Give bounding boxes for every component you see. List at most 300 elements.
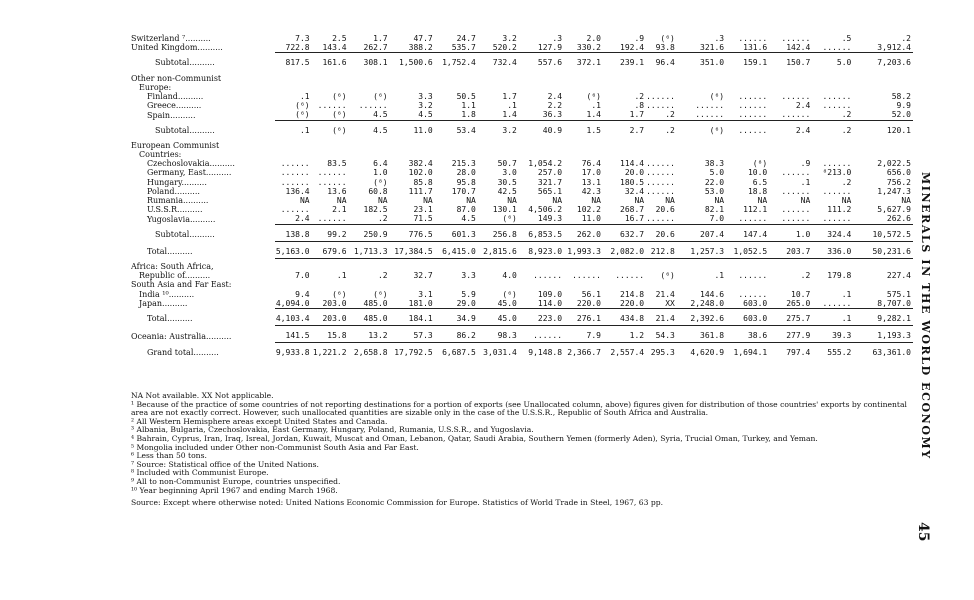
- table-cell: 372.1: [576, 58, 601, 68]
- table-cell: 239.1: [620, 58, 645, 68]
- table-cell: .2: [377, 271, 388, 281]
- table-cell: [519, 74, 564, 83]
- table-total-row: [131, 245, 913, 259]
- table-cell: 268.7: [620, 205, 645, 215]
- table-cell: ......: [646, 168, 675, 178]
- table-cell: 1.7: [373, 34, 388, 43]
- table-cell: ......: [317, 177, 347, 187]
- running-head: MINERALS IN THE WORLD ECONOMY: [919, 172, 932, 460]
- table-cell: ......: [822, 214, 852, 224]
- table-cell: 150.7: [786, 58, 811, 68]
- table-cell: [519, 141, 564, 150]
- footnotes: [131, 392, 913, 508]
- table-cell: .2: [841, 110, 852, 120]
- table-cell: NA: [634, 196, 645, 206]
- table-cell: 212.8: [650, 246, 675, 256]
- table-cell: 17,792.5: [394, 348, 433, 358]
- table-cell: 485.0: [363, 314, 388, 324]
- table-cell: 130.1: [492, 205, 517, 215]
- table-cell: 96.4: [655, 58, 675, 68]
- table-cell: 109.0: [537, 289, 563, 299]
- row-label: Germany, East..........: [147, 168, 232, 178]
- table-cell: .8: [634, 101, 645, 111]
- table-cell: NA: [507, 196, 517, 206]
- table-cell: [853, 141, 913, 150]
- table-cell: [519, 262, 564, 271]
- table-cell: 1,694.1: [733, 348, 768, 358]
- table-cell: 83.5: [327, 159, 347, 169]
- row-label: Other non-Communist: [131, 73, 222, 83]
- table-cell: ......: [781, 34, 811, 43]
- table-cell: 30.5: [497, 177, 517, 187]
- table-cell: 361.8: [700, 331, 725, 341]
- table-cell: 52.0: [891, 110, 911, 120]
- table-cell: 50,231.6: [872, 246, 911, 256]
- table-cell: 4,620.9: [690, 348, 725, 358]
- table-cell: [769, 262, 812, 271]
- table-cell: 40.9: [542, 125, 563, 135]
- table-cell: 250.9: [363, 229, 388, 239]
- table-cell: 138.8: [285, 229, 310, 239]
- table-row: [131, 271, 913, 280]
- table-cell: [812, 74, 853, 83]
- table-cell: ......: [738, 289, 768, 299]
- table-cell: 4.5: [461, 214, 476, 224]
- table-cell: 50.7: [497, 159, 517, 169]
- table-cell: ......: [822, 101, 852, 111]
- table-cell: 57.3: [413, 331, 433, 341]
- row-label: Oceania: Australia..........: [131, 331, 232, 341]
- table-cell: [603, 262, 646, 271]
- table-cell: NA: [552, 196, 563, 206]
- table-cell: 1.0: [373, 168, 388, 178]
- row-label: United Kingdom..........: [131, 43, 223, 53]
- row-label: Republic of..........: [139, 271, 211, 281]
- table-cell: [349, 150, 390, 159]
- table-cell: 63,361.0: [872, 348, 911, 358]
- table-cell: ......: [781, 92, 811, 102]
- table-cell: [677, 262, 726, 271]
- table-cell: ......: [646, 92, 675, 102]
- table-cell: 203.0: [322, 298, 347, 308]
- table-cell: .1: [841, 289, 852, 299]
- table-row: [131, 280, 913, 289]
- row-label: Rumania..........: [147, 196, 209, 206]
- table-cell: [349, 280, 390, 289]
- table-cell: 4.5: [373, 125, 388, 135]
- row-label: Yugoslavia..........: [147, 214, 216, 224]
- table-cell: ......: [317, 168, 347, 178]
- table-cell: 99.2: [327, 229, 347, 239]
- table-cell: 2,022.5: [877, 159, 911, 169]
- table-cell: 2.7: [629, 125, 645, 135]
- table-cell: 5.9: [461, 289, 476, 299]
- table-cell: [769, 83, 812, 92]
- table-total-row: [131, 346, 913, 359]
- table-row: [131, 110, 913, 120]
- table-cell: 38.6: [747, 331, 768, 341]
- table-cell: 2.5: [332, 34, 347, 43]
- table-row: [131, 214, 913, 224]
- table-cell: 192.4: [620, 43, 645, 53]
- table-cell: 18.8: [747, 186, 768, 196]
- table-cell: [312, 280, 349, 289]
- table-cell: 53.0: [704, 186, 725, 196]
- table-cell: (⁶): [502, 214, 517, 224]
- table-cell: NA: [377, 196, 388, 206]
- table-cell: [812, 150, 853, 159]
- table-cell: ......: [738, 125, 768, 135]
- table-cell: [853, 262, 913, 271]
- table-cell: [726, 262, 769, 271]
- table-cell: 87.0: [456, 205, 476, 215]
- table-cell: [853, 74, 913, 83]
- table-cell: .1: [299, 92, 310, 102]
- table-cell: 2,366.7: [567, 348, 601, 358]
- table-cell: 24.7: [456, 34, 476, 43]
- table-total-row: [131, 312, 913, 326]
- table-cell: [349, 262, 390, 271]
- table-cell: 388.2: [408, 43, 433, 53]
- table-cell: NA: [714, 196, 725, 206]
- table-cell: [726, 83, 769, 92]
- table-cell: 149.3: [537, 214, 563, 224]
- table-cell: [564, 150, 603, 159]
- table-cell: 265.0: [786, 298, 811, 308]
- table-row: [131, 159, 913, 168]
- table-cell: [435, 83, 478, 92]
- table-cell: 13.1: [581, 177, 601, 187]
- table-cell: 520.2: [492, 43, 517, 53]
- table-cell: 603.0: [743, 298, 768, 308]
- table-cell: [677, 83, 726, 92]
- table-cell: ......: [738, 34, 768, 43]
- table-cell: 20.6: [655, 229, 675, 239]
- row-label: India ¹⁰..........: [139, 289, 195, 299]
- table-cell: ......: [781, 168, 811, 178]
- table-cell: (⁶): [295, 101, 310, 111]
- table-cell: 262.0: [576, 229, 601, 239]
- table-cell: .9: [800, 159, 811, 169]
- row-label: Spain..........: [147, 110, 196, 120]
- table-cell: 3.2: [502, 34, 517, 43]
- footnote: ¹⁰ Year beginning April 1967 and ending March 1968.: [131, 485, 338, 495]
- footnote: ⁹ All to non-Communist Europe, countries unspecified.: [131, 476, 341, 486]
- table-row: [131, 187, 913, 196]
- table-cell: 8,707.0: [877, 298, 911, 308]
- table-cell: .2: [841, 125, 852, 135]
- table-cell: 1.7: [629, 110, 645, 120]
- table-cell: 1,993.3: [567, 246, 601, 256]
- table-cell: ......: [280, 177, 310, 187]
- table-cell: NA: [591, 196, 601, 206]
- table-cell: ......: [615, 271, 645, 281]
- table-cell: 2.4: [295, 214, 310, 224]
- table-cell: 797.4: [786, 348, 811, 358]
- table-cell: 3.2: [418, 101, 433, 111]
- table-cell: 142.4: [786, 43, 811, 53]
- table-cell: ......: [280, 159, 310, 169]
- table-cell: 120.1: [886, 125, 911, 135]
- table-cell: [435, 262, 478, 271]
- table-cell: 308.1: [363, 58, 388, 68]
- table-cell: ......: [317, 101, 347, 111]
- table-cell: ......: [280, 168, 310, 178]
- table-cell: 3.3: [418, 92, 433, 102]
- table-cell: 21.4: [655, 314, 675, 324]
- table-cell: 257.0: [537, 168, 563, 178]
- table-cell: [390, 74, 435, 83]
- table-cell: NA: [466, 196, 476, 206]
- table-cell: .2: [841, 177, 852, 187]
- table-cell: (⁶): [332, 110, 347, 120]
- table-cell: 15.8: [327, 331, 347, 341]
- table-cell: [646, 262, 677, 271]
- table-cell: [390, 150, 435, 159]
- table-cell: .1: [800, 177, 811, 187]
- table-cell: 39.3: [832, 331, 852, 341]
- table-cell: [769, 141, 812, 150]
- table-cell: [435, 150, 478, 159]
- table-cell: 1.1: [461, 101, 476, 111]
- table-cell: 2.4: [795, 125, 811, 135]
- table-cell: ......: [738, 92, 768, 102]
- table-cell: ......: [280, 205, 310, 215]
- table-cell: 20.0: [624, 168, 645, 178]
- table-cell: 555.2: [827, 348, 852, 358]
- table-cell: 9.4: [295, 289, 310, 299]
- table-cell: [519, 280, 564, 289]
- table-cell: 7.0: [295, 271, 310, 281]
- table-cell: 2.0: [586, 34, 601, 43]
- table-cell: .2: [901, 34, 911, 43]
- table-cell: 7.0: [709, 214, 725, 224]
- table-cell: 50.5: [456, 92, 476, 102]
- table-cell: 1,257.3: [690, 246, 725, 256]
- table-cell: 170.7: [451, 186, 476, 196]
- table-cell: 2.1: [332, 205, 347, 215]
- row-label: Poland..........: [147, 186, 200, 196]
- table-cell: XX: [665, 298, 675, 308]
- row-label: U.S.S.R..........: [147, 205, 203, 215]
- table-cell: 58.2: [891, 92, 911, 102]
- table-cell: 1,247.3: [877, 186, 911, 196]
- table-cell: [853, 150, 913, 159]
- table-cell: 182.5: [363, 205, 388, 215]
- table-cell: [349, 83, 390, 92]
- table-cell: 16.7: [624, 214, 645, 224]
- table-cell: 6,853.5: [528, 229, 563, 239]
- table-cell: 28.0: [456, 168, 476, 178]
- footnote: ¹ Because of the practice of some countries of not reporting destinations for a portion of exports (see Unallocated column, above) figures given for distribution of those countries' exports by continental area are not exactly correct. However, such unallocated quantities are sizable only in the case of the U.S.S.R., Republic of South Africa and Australia.: [131, 399, 907, 418]
- table-cell: [677, 141, 726, 150]
- table-cell: ......: [695, 110, 725, 120]
- table-cell: 2,557.4: [610, 348, 645, 358]
- table-cell: 181.0: [408, 298, 433, 308]
- table-cell: 34.9: [456, 314, 476, 324]
- table-cell: 203.0: [322, 314, 347, 324]
- table-cell: 207.4: [700, 229, 725, 239]
- table-cell: 136.4: [285, 186, 310, 196]
- table-cell: (⁶): [373, 289, 388, 299]
- row-label: Finland..........: [147, 92, 204, 102]
- table-cell: ......: [533, 331, 563, 341]
- table-cell: (⁶): [502, 289, 517, 299]
- table-cell: [726, 74, 769, 83]
- table-cell: [603, 83, 646, 92]
- table-cell: 102.2: [576, 205, 601, 215]
- table-cell: ......: [646, 177, 675, 187]
- table-cell: 2,658.8: [353, 348, 388, 358]
- row-label: Africa: South Africa,: [131, 262, 214, 272]
- table-cell: 10,572.5: [872, 229, 911, 239]
- table-cell: 214.8: [620, 289, 645, 299]
- table-cell: [519, 83, 564, 92]
- table-cell: 32.4: [624, 186, 645, 196]
- table-cell: ⁸213.0: [822, 168, 852, 178]
- table-cell: ......: [738, 110, 768, 120]
- table-cell: 112.1: [743, 205, 768, 215]
- table-cell: 2.2: [547, 101, 563, 111]
- table-cell: ......: [317, 214, 347, 224]
- footnote: ⁶ Less than 50 tons.: [131, 451, 207, 461]
- table-body: [131, 34, 913, 360]
- table-cell: 7.3: [295, 34, 310, 43]
- row-label: Czechoslovakia..........: [147, 159, 235, 169]
- table-cell: 1,713.3: [353, 246, 388, 256]
- table-cell: 36.3: [542, 110, 563, 120]
- table-cell: [349, 74, 390, 83]
- table-cell: [603, 280, 646, 289]
- table-cell: 485.0: [363, 298, 388, 308]
- steel-exports-table: [131, 34, 913, 360]
- table-cell: ......: [781, 205, 811, 215]
- table-cell: [564, 83, 603, 92]
- table-cell: (⁶): [709, 125, 725, 135]
- row-label: Subtotal..........: [155, 229, 215, 239]
- table-cell: .1: [714, 271, 725, 281]
- table-cell: 330.2: [576, 43, 601, 53]
- table-cell: 1.4: [586, 110, 601, 120]
- table-cell: [312, 83, 349, 92]
- table-cell: 3.0: [502, 168, 517, 178]
- table-cell: .3: [714, 34, 725, 43]
- table-cell: ......: [822, 186, 852, 196]
- table-cell: 38.3: [704, 159, 725, 169]
- table-cell: 5,627.9: [877, 205, 911, 215]
- table-row: [131, 141, 913, 150]
- table-cell: [646, 280, 677, 289]
- table-cell: [312, 74, 349, 83]
- table-row: [131, 74, 913, 83]
- table-cell: 2,392.6: [690, 314, 725, 324]
- table-cell: (⁶): [332, 92, 347, 102]
- table-cell: 557.6: [537, 58, 563, 68]
- table-cell: 4.5: [373, 110, 388, 120]
- table-cell: 71.5: [413, 214, 433, 224]
- table-cell: 603.0: [743, 314, 768, 324]
- table-cell: 679.6: [322, 246, 347, 256]
- table-cell: .1: [507, 101, 517, 111]
- table-cell: 95.8: [456, 177, 476, 187]
- table-row: [131, 196, 913, 205]
- table-cell: 3.1: [418, 289, 433, 299]
- table-cell: [646, 150, 677, 159]
- table-cell: ......: [822, 298, 852, 308]
- table-row: [131, 168, 913, 177]
- table-cell: [853, 83, 913, 92]
- table-cell: 56.1: [581, 289, 601, 299]
- table-row: [131, 290, 913, 299]
- table-cell: [390, 262, 435, 271]
- table-cell: 82.1: [704, 205, 725, 215]
- table-cell: 127.9: [537, 43, 563, 53]
- table-cell: [390, 83, 435, 92]
- table-cell: 656.0: [886, 168, 911, 178]
- table-cell: (⁶): [660, 271, 675, 281]
- table-cell: 98.3: [497, 331, 517, 341]
- table-cell: [312, 262, 349, 271]
- page-number: 45: [915, 522, 931, 542]
- table-cell: 47.7: [413, 34, 433, 43]
- table-cell: [812, 280, 853, 289]
- table-cell: 114.4: [620, 159, 645, 169]
- table-cell: (⁶): [709, 92, 725, 102]
- table-cell: .2: [634, 92, 645, 102]
- table-cell: [275, 150, 312, 159]
- table-cell: ......: [358, 101, 388, 111]
- table-cell: 220.0: [620, 298, 645, 308]
- table-cell: [564, 262, 603, 271]
- table-cell: 85.8: [413, 177, 433, 187]
- table-cell: [769, 280, 812, 289]
- table-cell: 1,500.6: [399, 58, 433, 68]
- table-cell: 3.3: [461, 271, 476, 281]
- table-cell: 601.3: [451, 229, 476, 239]
- table-cell: 6,415.0: [442, 246, 476, 256]
- table-cell: .1: [336, 271, 347, 281]
- table-cell: 7,203.6: [877, 58, 911, 68]
- table-row: [131, 178, 913, 187]
- table-cell: 1.2: [629, 331, 645, 341]
- table-cell: NA: [665, 196, 675, 206]
- row-label: Subtotal..........: [155, 125, 215, 135]
- table-cell: [435, 280, 478, 289]
- table-cell: [390, 141, 435, 150]
- table-cell: 276.1: [576, 314, 601, 324]
- table-cell: 111.7: [408, 186, 433, 196]
- table-cell: 131.6: [743, 43, 768, 53]
- table-cell: [677, 74, 726, 83]
- table-cell: 351.0: [700, 58, 725, 68]
- table-cell: 159.1: [743, 58, 768, 68]
- table-cell: 256.8: [492, 229, 517, 239]
- table-total-row: [131, 56, 913, 69]
- table-cell: [726, 280, 769, 289]
- table-cell: 295.3: [650, 348, 675, 358]
- statistics-table-region: [131, 34, 913, 360]
- table-cell: 324.4: [827, 229, 852, 239]
- table-cell: (⁶): [332, 289, 347, 299]
- table-cell: ......: [781, 186, 811, 196]
- table-cell: 632.7: [620, 229, 645, 239]
- table-row: [131, 83, 913, 92]
- table-row: [131, 205, 913, 214]
- table-cell: 4.0: [502, 271, 517, 281]
- table-cell: 21.4: [655, 289, 675, 299]
- table-cell: 60.8: [368, 186, 388, 196]
- table-cell: 144.6: [700, 289, 725, 299]
